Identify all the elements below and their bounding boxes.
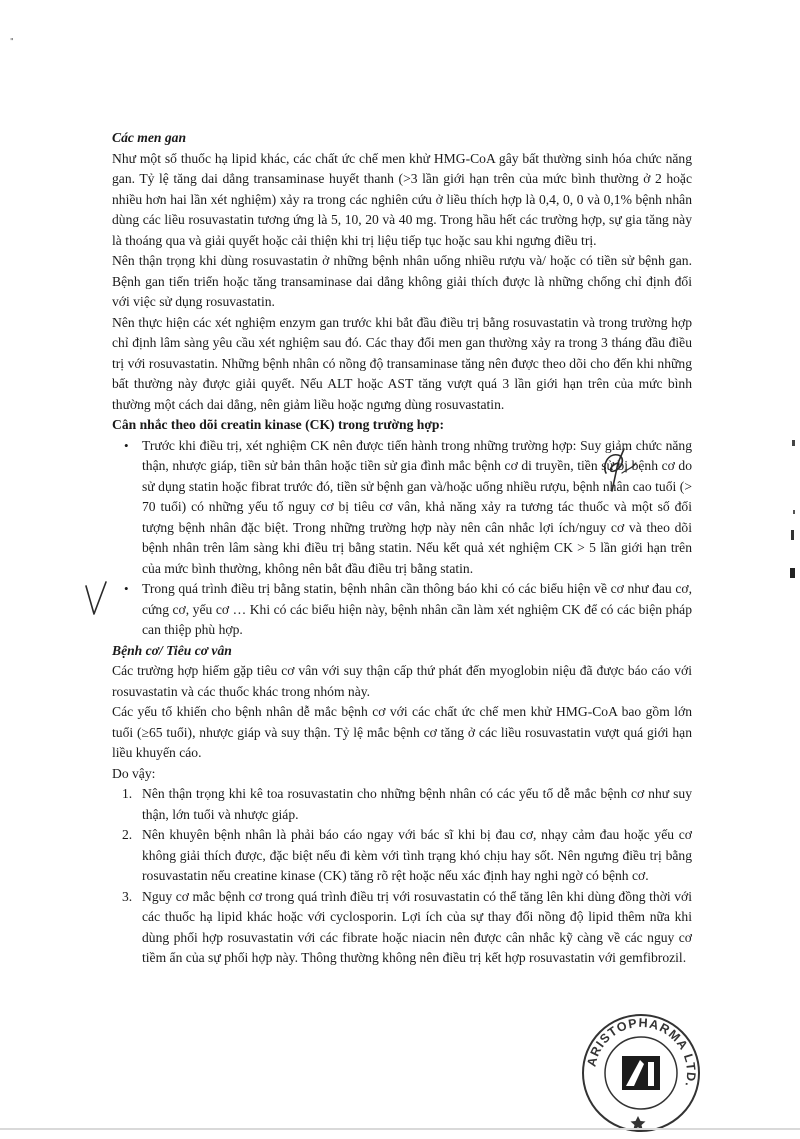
item-number: 2. bbox=[122, 827, 133, 842]
page-bottom-edge bbox=[0, 1128, 800, 1130]
myopathy-numbered-list bbox=[112, 784, 692, 969]
item-text: Nên thận trọng khi kê toa rosuvastatin cho những bệnh nhân có các yếu tố dễ mắc bệnh cơ như suy thận, lớn tuổi và nhược giáp. bbox=[142, 786, 692, 822]
handwritten-check-mark bbox=[82, 580, 112, 625]
myopathy-paragraph: Do vậy: bbox=[112, 765, 156, 781]
ck-bullet-item: • Trong quá trình điều trị bằng statin, bệnh nhân cần thông báo khi có các biểu hiện về cơ như đau cơ, cứng cơ, yếu cơ … Khi có các biểu hiện này, bệnh nhân cần làm xét nghiệm CK để có các biện pháp can thiệp phù hợp. bbox=[142, 579, 692, 641]
myopathy-paragraph: Các trường hợp hiếm gặp tiêu cơ vân với suy thận cấp thứ phát đến myoglobin niệu đã được báo cáo với rosuvastatin và các thuốc khác trong nhóm này. bbox=[112, 663, 692, 699]
liver-enzymes-heading: Các men gan bbox=[112, 130, 187, 145]
stamp-text: ARISTOPHARMA LTD. bbox=[584, 1015, 699, 1090]
ck-bullet-item: • Trước khi điều trị, xét nghiệm CK nên được tiến hành trong những trường hợp: Suy giảm chức năng thận, nhược giáp, tiền sử bản thân hoặc tiền sử gia đình mắc bệnh cơ di truyền, tiền sử bị bệnh cơ do sử dụng statin hoặc fibrat trước đó, tiền sử bệnh gan và/hoặc uống nhiều rượu, bệnh nhân cao tuổi (> 70 tuổi) có những yếu tố nguy cơ bị tiêu cơ vân, khả năng xảy ra tương tác thuốc và một số đối tượng bệnh nhân đặc biệt. Trong những trường hợp này nên cân nhắc lợi ích/nguy cơ và theo dõi bệnh nhân trên lâm sàng khi điều trị bằng statin. Nếu kết quả xét nghiệm CK > 5 lần giới hạn trên của mức bình thường, không nên bắt đầu điều trị bằng statin. bbox=[142, 436, 692, 580]
ck-monitoring-heading: Cân nhắc theo dõi creatin kinase (CK) trong trường hợp: bbox=[112, 417, 444, 432]
document-page bbox=[112, 128, 692, 969]
company-stamp bbox=[580, 1012, 702, 1134]
liver-paragraph: Như một số thuốc hạ lipid khác, các chất ức chế men khử HMG-CoA gây bất thường sinh hóa chức năng gan. Tỷ lệ tăng dai dẳng transaminase huyết thanh (>3 lần giới hạn trên của mức bình thường ở 2 hoặc nhiều hơn hai lần xét nghiệm) xảy ra trong các nghiên cứu ở liều thích hợp là 0,4, 0, 0 và 0,1% bệnh nhân dùng các liều rosuvastatin tương ứng là 5, 10, 20 và 40 mg. Trong hầu hết các trường hợp, sự gia tăng này là thoáng qua và giải quyết hoặc cải thiện khi trị liệu tiếp tục hoặc sau khi ngưng điều trị. bbox=[112, 150, 692, 248]
liver-paragraph: Nên thận trọng khi dùng rosuvastatin ở những bệnh nhân uống nhiều rượu và/ hoặc có tiền sử bệnh gan. Bệnh gan tiến triển hoặc tăng transaminase dai dẳng không giải thích được là những chống chỉ định đối với việc sử dụng rosuvastatin. bbox=[112, 253, 692, 309]
handwritten-initials bbox=[598, 443, 642, 500]
item-number: 1. bbox=[122, 786, 133, 801]
scan-edge-marks bbox=[788, 440, 798, 600]
corner-mark: " bbox=[10, 37, 14, 46]
myopathy-heading: Bệnh cơ/ Tiêu cơ vân bbox=[112, 642, 232, 658]
item-text: Nguy cơ mắc bệnh cơ trong quá trình điều trị với rosuvastatin có thể tăng lên khi dùng đồng thời với các thuốc hạ lipid khác hoặc với cyclosporin. Lợi ích của sự thay đổi nồng độ lipid thêm nữa khi dùng phối hợp rosuvastatin với các fibrate hoặc niacin nên được cân nhắc kỹ càng về các nguy cơ tiềm ẩn của sự phối hợp này. Thông thường không nên điều trị kết hợp rosuvastatin với gemfibrozil. bbox=[142, 888, 692, 965]
item-number: 3. bbox=[122, 888, 133, 904]
liver-paragraph: Nên thực hiện các xét nghiệm enzym gan trước khi bắt đầu điều trị bằng rosuvastatin và trong trường hợp chỉ định lâm sàng yêu cầu xét nghiệm sau đó. Các thay đổi men gan thường xảy ra trong 3 tháng đầu điều trị với rosuvastatin. Những bệnh nhân có nồng độ transaminase tăng nên được theo dõi cho đến khi những bất thường này được giải quyết. Nếu ALT hoặc AST tăng vượt quá 3 lần giới hạn trên của mức bình thường một cách dai dẳng, nên giảm liều hoặc ngưng dùng rosuvastatin. bbox=[112, 314, 692, 412]
item-text: Nên khuyên bệnh nhân là phải báo cáo ngay với bác sĩ khi bị đau cơ, nhạy cảm đau hoặc yếu cơ không giải thích được, đặc biệt nếu đi kèm với tình trạng khó chịu hay sốt. Nên ngưng điều trị bằng rosuvastatin nếu creatine kinase (CK) tăng rõ rệt hoặc nếu xác định hay nghi ngờ có bệnh cơ. bbox=[142, 827, 692, 883]
numbered-item bbox=[122, 887, 692, 969]
numbered-item bbox=[122, 825, 692, 887]
numbered-item bbox=[122, 784, 692, 825]
myopathy-paragraph: Các yếu tố khiến cho bệnh nhân dễ mắc bệnh cơ với các chất ức chế men khử HMG-CoA bao gồm lớn tuổi (≥65 tuổi), nhược giáp và suy thận. Tỷ lệ mắc bệnh cơ tăng ở các liều rosuvastatin vượt quá giới hạn liều khuyến cáo. bbox=[112, 704, 692, 760]
